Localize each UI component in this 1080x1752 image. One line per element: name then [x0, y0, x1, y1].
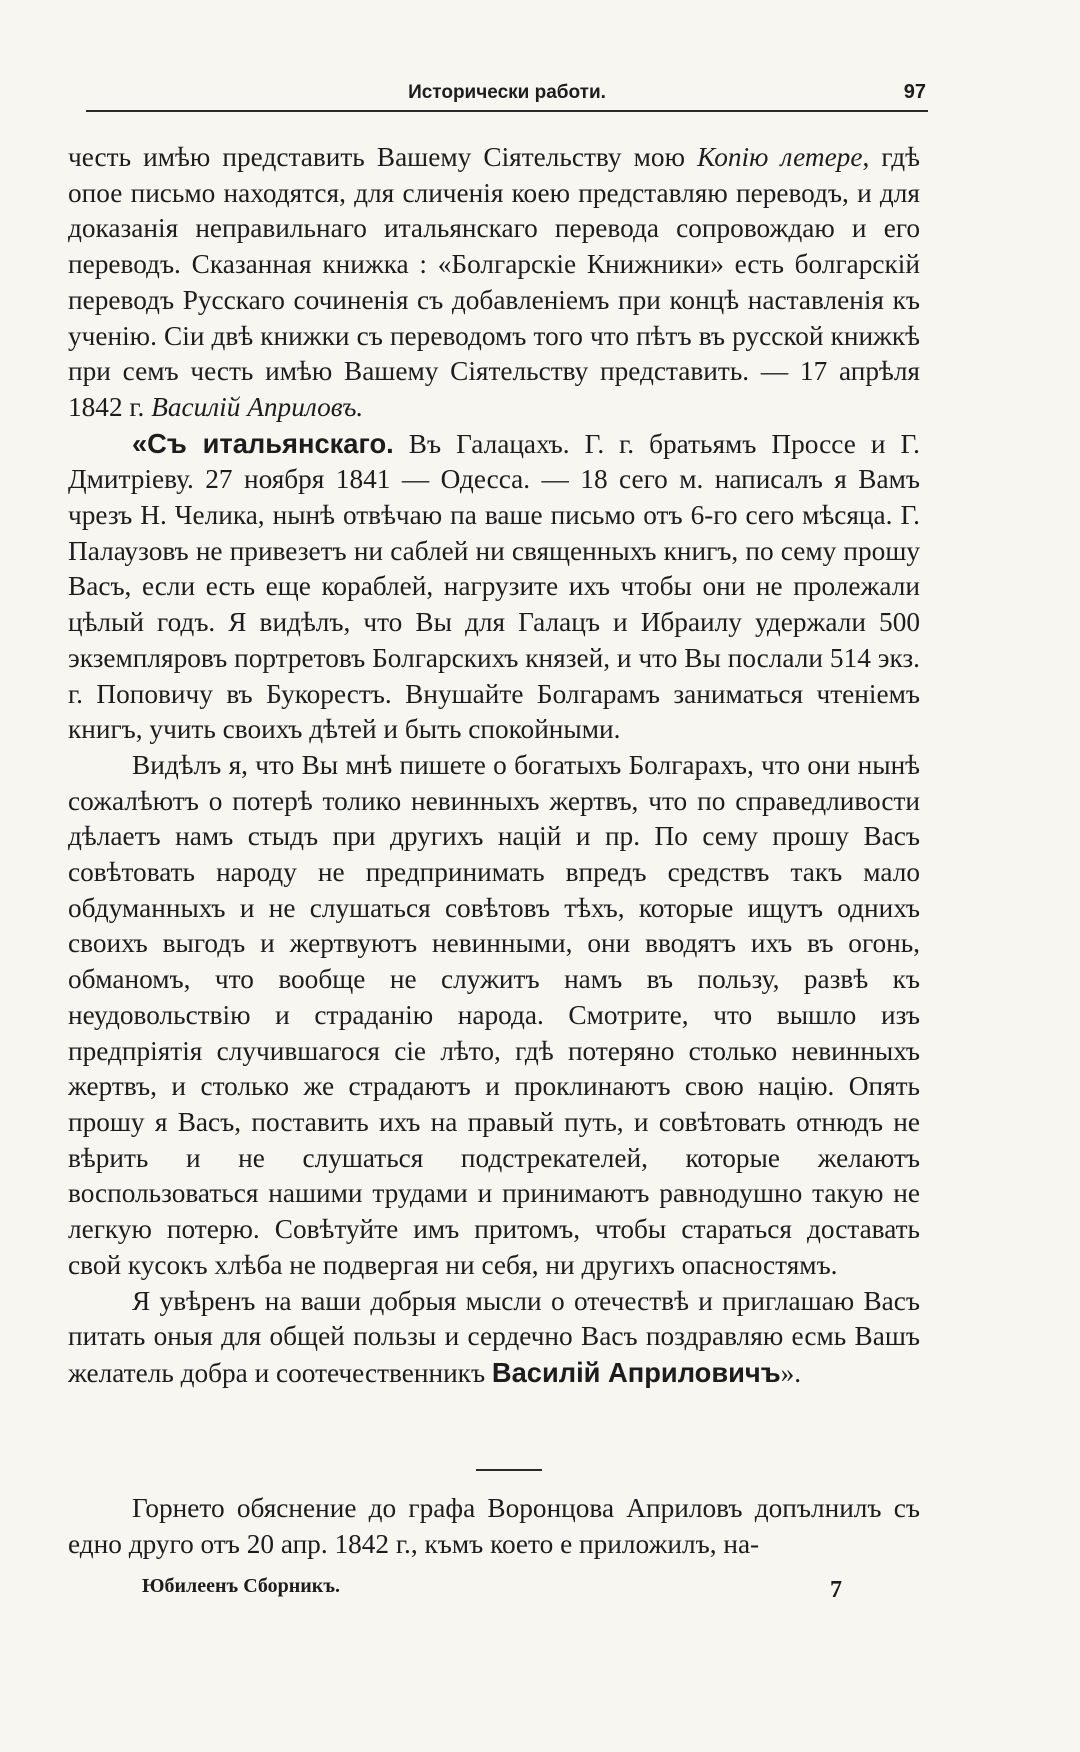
bold-run: Василій Априловичъ — [491, 1356, 781, 1388]
body-paragraph — [68, 140, 920, 426]
text-run: ». — [780, 1357, 802, 1388]
body-paragraph — [68, 1284, 920, 1392]
body-paragraph — [68, 426, 920, 748]
text-run: Видѣлъ я, что Вы мнѣ пишете о богатыхъ Болгарахъ, что они нынѣ сожалѣютъ о потерѣ толико невинныхъ жертвъ, что по справедливости дѣлаетъ намъ стыдъ при другихъ націй и пр. По сему прошу Васъ совѣтовать народу не предпринимать впредъ средствъ такъ мало обдуманныхъ и не слушаться совѣтовъ тѣхъ, которые ищутъ однихъ своихъ выгодъ и жертвуютъ невинными, они вводятъ ихъ въ огонь, обманомъ, что вообще не служитъ намъ въ пользу, развѣ къ неудовольствію и страданію народа. Смотрите, что вышло изъ предпріятія случившагося сіе лѣто, гдѣ потеряно столько невинныхъ жертвъ, и столько же страдаютъ и проклинаютъ свою націю. Опять прошу я Васъ, поставить ихъ на правый путь, и совѣтовать отнюдъ не вѣрить и не слушаться подстрекателей, которые желаютъ воспользоваться нашими трудами и принимаютъ равнодушно такую не легкую потерю. Совѣтуйте имъ притомъ, чтобы стараться доставать свой кусокъ хлѣба не подвергая ни себя, ни другихъ опасностямъ. — [68, 749, 920, 1280]
body-paragraph — [68, 748, 920, 1284]
following-text — [68, 1491, 920, 1562]
italic-run: Василій Априловъ. — [151, 391, 364, 422]
page-footer — [142, 1575, 842, 1605]
signature-mark: 7 — [830, 1577, 842, 1603]
text-run: честь имѣю представить Вашему Сіятельству мою — [68, 142, 698, 172]
text-run: , гдѣ опое письмо находятся, для сличенія коею представляю переводъ, и для доказанія неправильнаго итальянскаго перевода сопровождаю и его переводъ. Сказанная книжка : «Болгарскіе Книжники» есть болгарскій переводъ Русскаго сочиненія съ добавленіемъ при концѣ наставленія къ ученію. Сіи двѣ книжки съ переводомъ того что пѣтъ въ русской книжкѣ при семъ честь имѣю Вашему Сіятельству представить. — 17 апрѣля 1842 г. — [68, 142, 920, 422]
bold-run: «Съ итальянскаго. — [132, 427, 394, 459]
italic-run: Копію летере — [697, 142, 863, 172]
main-text — [68, 140, 920, 1392]
running-head-title: Исторически работи. — [408, 82, 606, 103]
page-number: 97 — [903, 81, 926, 103]
footer-book-title: Юбилеенъ Сборникъ. — [142, 1575, 340, 1597]
text-run: Въ Галацахъ. Г. г. братьямъ Проссе и Г. Дмитріеву. 27 ноября 1841 — Одесса. — 18 сего м. написалъ я Вамъ чрезъ Н. Челика, нынѣ отвѣчаю па ваше письмо отъ 6-го сего мѣсяца. Г. Палаузовъ не привезетъ ни саблей ни священныхъ книгъ, по сему прошу Васъ, если есть еще кораблей, нагрузите ихъ чтобы они не пролежали цѣлый годъ. Я видѣлъ, что Вы для Галацъ и Ибраилу удержали 500 экземпляровъ портретовъ Болгарскихъ князей, и что Вы послали 514 экз. г. Поповичу въ Букорестъ. Внушайте Болгарамъ заниматься чтеніемъ книгъ, учить своихъ дѣтей и быть спокойными. — [68, 428, 920, 745]
running-head — [86, 76, 928, 112]
section-separator — [476, 1469, 542, 1471]
following-paragraph: Горнето обяснение до графа Воронцова Априловъ допълнилъ съ едно друго отъ 20 апр. 1842 г., къмъ което е приложилъ, на- — [68, 1493, 920, 1559]
text-run: Я увѣренъ на ваши добрыя мысли о отечествѣ и приглашаю Васъ питать оныя для общей пользы и сердечно Васъ поздравляю есмь Вашъ желатель добра и соотечественникъ — [68, 1285, 920, 1388]
